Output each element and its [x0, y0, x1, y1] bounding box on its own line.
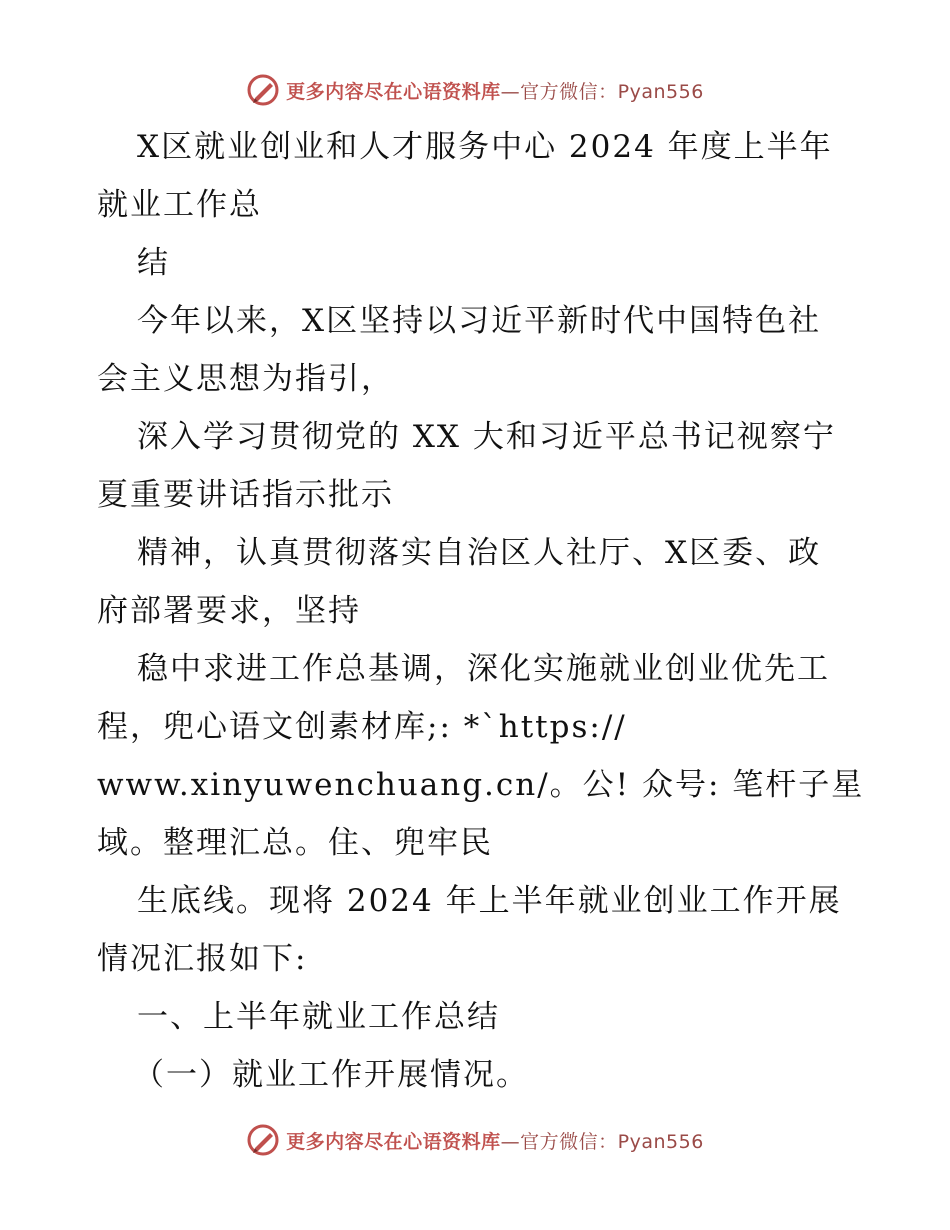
- doc-line: 稳中求进工作总基调，深化实施就业创业优先工: [137, 651, 830, 687]
- header-watermark-banner: [0, 70, 950, 110]
- pen-logo-icon: [246, 73, 280, 107]
- doc-line: X区就业创业和人才服务中心 2024 年度上半年: [137, 129, 833, 165]
- doc-line: www.xinyuwenchuang.cn/。公! 众号: 笔杆子星: [97, 767, 865, 803]
- doc-line: 域。整理汇总。住、兜牢民: [97, 825, 493, 861]
- watermark-sub-text: —官方微信：Pyan556: [500, 1130, 704, 1153]
- doc-line: 程，兜心语文创素材库;: *`https://: [97, 709, 627, 745]
- watermark-sub-text: —官方微信：Pyan556: [500, 80, 704, 103]
- section-heading: 一、上半年就业工作总结: [137, 999, 500, 1035]
- doc-line: 深入学习贯彻党的 XX 大和习近平总书记视察宁: [137, 419, 836, 455]
- doc-line: 情况汇报如下:: [97, 941, 308, 977]
- doc-line: 府部署要求，坚持: [97, 593, 361, 629]
- doc-line: 就业工作总: [97, 187, 262, 223]
- doc-line: 会主义思想为指引，: [97, 361, 394, 397]
- pen-logo-icon: [246, 1123, 280, 1157]
- watermark-text: [286, 1127, 704, 1154]
- doc-line: 今年以来，X区坚持以习近平新时代中国特色社: [137, 303, 822, 339]
- document-body: [97, 118, 865, 1104]
- watermark-text: [286, 77, 704, 104]
- footer-watermark-banner: [0, 1120, 950, 1160]
- doc-line: 夏重要讲话指示批示: [97, 477, 394, 513]
- watermark-main-text: 更多内容尽在心语资料库: [286, 1130, 501, 1153]
- watermark-main-text: 更多内容尽在心语资料库: [286, 80, 501, 103]
- subsection-heading: （一）就业工作开展情况。: [133, 1057, 529, 1093]
- doc-line: 结: [137, 245, 170, 281]
- doc-line: 生底线。现将 2024 年上半年就业创业工作开展: [137, 883, 842, 919]
- doc-line: 精神，认真贯彻落实自治区人社厅、X区委、政: [137, 535, 822, 571]
